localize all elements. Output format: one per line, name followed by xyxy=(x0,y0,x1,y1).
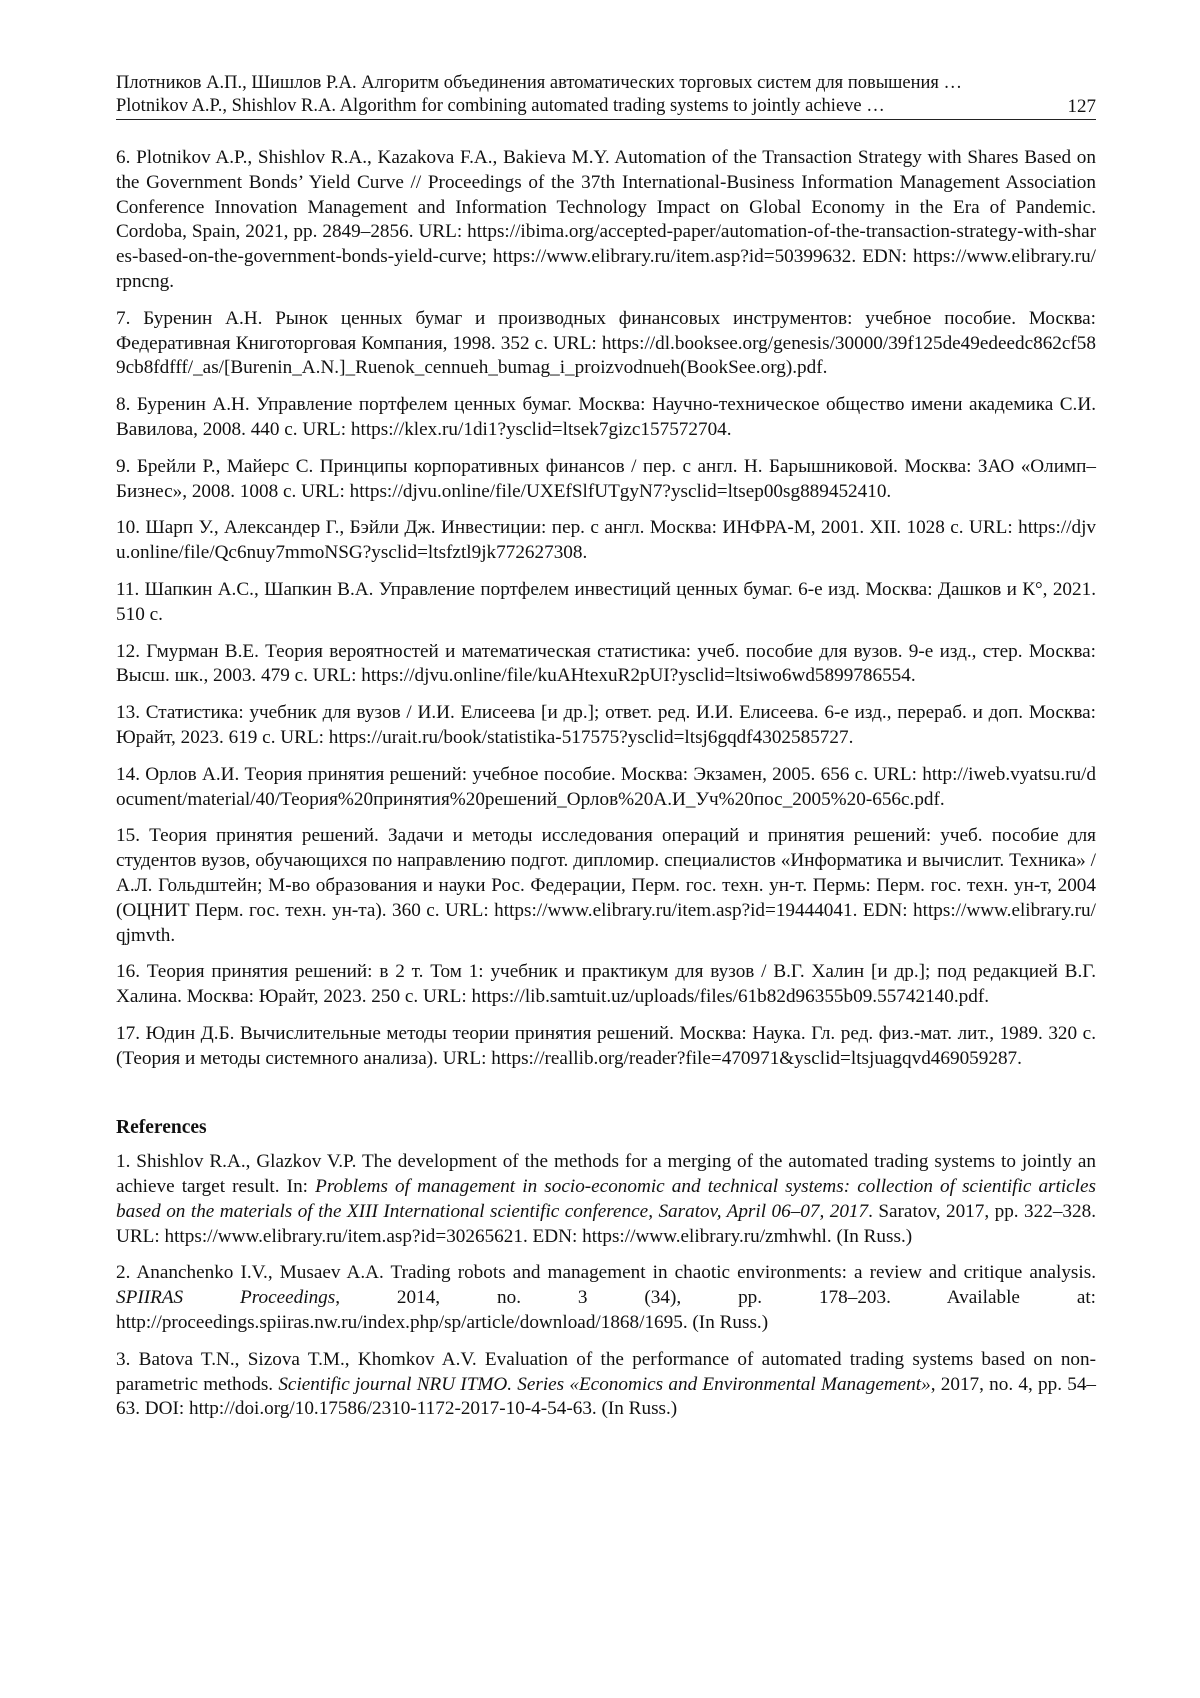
reference-text: 12. Гмурман В.Е. Теория вероятностей и математическая статистика: учеб. пособие для вузов. 9-е изд., стер. Москва: Высш. шк., 2003. 479 с. URL: xyxy=(116,640,1096,687)
reference-text: 15. Теория принятия решений. Задачи и методы исследования операций и принятия решений: учеб. пособие для студентов вузов, обучающихся по направлению подгот. дипломир. специалистов «Информатика и вычислит. Техника» / А.Л. Гольдштейн; М-во образования и науки Рос. Федерации, Перм. гос. техн. ун-т. Пермь: Перм. гос. техн. ун-т, 2004 (ОЦНИТ Перм. гос. техн. ун-та). 360 с. URL: xyxy=(116,825,1096,921)
reference-text: 6. Plotnikov A.P., Shishlov R.A., Kazakova F.A., Bakieva M.Y. Automation of the Transaction Strategy with Shares Based on the Government Bonds’ Yield Curve // Proceedings of the 37th International-Business Information Management Association Conference Innovation Management and Information Technology Impact on Global Economy in the Era of Pandemic. Cordoba, Spain, 2021, pp. 2849–2856. URL: xyxy=(116,147,1096,243)
reference-item xyxy=(116,1022,1096,1072)
reference-item xyxy=(116,1150,1096,1249)
reference-url: https://ibima.org/accepted-paper/automation-of-the-transaction-strategy-with-shares-based-on-the-government-bonds-yield-curve; https://www.elibrary.ru/item.asp?id=50399632. EDN: https://www.elibrary.ru/rpncng. xyxy=(116,221,1096,292)
reference-source-title: SPIIRAS Proceedings xyxy=(116,1287,336,1309)
reference-item xyxy=(116,455,1096,505)
reference-url: https://djvu.online/file/kuAHtexuR2pUI?ysclid=ltsiwo6wd5899786554. xyxy=(361,665,916,687)
reference-url: https://djvu.online/file/UXEfSlfUTgyN7?ysclid=ltsep00sg889452410. xyxy=(349,480,892,502)
reference-details: . Saratov, 2017, pp. 322–328. URL: https://www.elibrary.ru/item.asp?id=30265621. EDN: https://www.elibrary.ru/zmhwhl. (In Russ.) xyxy=(116,1200,1096,1247)
header-title-ru: Плотников А.П., Шишлов Р.А. Алгоритм объединения автоматических торговых систем для повышения … xyxy=(116,73,963,93)
reference-item xyxy=(116,640,1096,690)
reference-item xyxy=(116,960,1096,1010)
reference-list-ru xyxy=(116,146,1096,1072)
reference-item xyxy=(116,146,1096,295)
reference-url: https://klex.ru/1di1?ysclid=ltsek7gizc157572704. xyxy=(350,418,732,440)
reference-text: 17. Юдин Д.Б. Вычислительные методы теории принятия решений. Москва: Наука. Гл. ред. физ.-мат. лит., 1989. 320 с. (Теория и методы системного анализа). URL: xyxy=(116,1022,1096,1069)
reference-list-en xyxy=(116,1150,1096,1422)
reference-item xyxy=(116,763,1096,813)
reference-url: https://djvu.online/file/Qc6nuy7mmoNSG?ysclid=ltsfztl9jk772627308. xyxy=(116,517,1096,564)
reference-text: 10. Шарп У., Александер Г., Бэйли Дж. Инвестиции: пер. с англ. Москва: ИНФРА-М, 2001. XII. 1028 с. URL: xyxy=(116,517,1019,539)
reference-text: 16. Теория принятия решений: в 2 т. Том 1: учебник и практикум для вузов / В.Г. Халин [и др.]; под редакцией В.Г. Халина. Москва: Юрайт, 2023. 250 с. URL: xyxy=(116,961,1096,1008)
reference-url: http://iweb.vyatsu.ru/document/material/40/Теория%20принятия%20решений_Орлов%20А.И_Уч%20пос_2005%20-656c.pdf. xyxy=(116,763,1096,810)
reference-text: 8. Буренин А.Н. Управление портфелем ценных бумаг. Москва: Научно-техническое общество имени академика С.И. Вавилова, 2008. 440 с. URL: xyxy=(116,394,1096,440)
header-row-en xyxy=(116,95,1096,120)
reference-text: 7. Буренин А.Н. Рынок ценных бумаг и производных финансовых инструментов: учебное пособие. Москва: Федеративная Книготорговая Компания, 1998. 352 с. URL: xyxy=(116,307,1096,354)
reference-item xyxy=(116,393,1096,443)
references-heading: References xyxy=(116,1116,207,1138)
reference-item xyxy=(116,1348,1096,1422)
reference-url: https://lib.samtuit.uz/uploads/files/61b82d96355b09.55742140.pdf. xyxy=(471,986,990,1008)
reference-text: 9. Брейли Р., Майерс С. Принципы корпоративных финансов / пер. с англ. Н. Барышниковой. Москва: ЗАО «Олимп–Бизнес», 2008. 1008 с. URL: xyxy=(116,455,1096,502)
reference-text: 11. Шапкин А.С., Шапкин В.А. Управление портфелем инвестиций ценных бумаг. 6-е изд. Москва: Дашков и К°, 2021. 510 с. xyxy=(116,578,1096,625)
reference-source-title: Scientific journal NRU ITMO. Series «Economics and Environmental Management» xyxy=(278,1373,931,1395)
reference-details: , 2017, no. 4, pp. 54–63. DOI: http://doi.org/10.17586/2310-1172-2017-10-4-54-63. (In Russ.) xyxy=(116,1373,1097,1420)
reference-text: 2. Ananchenko I.V., Musaev A.A. Trading robots and management in chaotic environments: a review and critique analysis. xyxy=(116,1262,1096,1284)
reference-item xyxy=(116,578,1096,628)
reference-url: https://www.elibrary.ru/item.asp?id=19444041. EDN: https://www.elibrary.ru/qjmvth. xyxy=(116,899,1096,946)
reference-url: https://reallib.org/reader?file=470971&ysclid=ltsjuagqvd469059287. xyxy=(491,1047,1022,1069)
page-body xyxy=(116,146,1096,1434)
reference-item xyxy=(116,701,1096,751)
reference-text: 13. Статистика: учебник для вузов / И.И. Елисеева [и др.]; ответ. ред. И.И. Елисеева. 6-е изд., перераб. и доп. Москва: Юрайт, 2023. 619 с. URL: xyxy=(116,702,1096,748)
reference-item xyxy=(116,516,1096,566)
reference-url: https://urait.ru/book/statistika-517575?ysclid=ltsj6gqdf4302585727. xyxy=(328,726,854,748)
page-number: 127 xyxy=(1067,96,1096,117)
reference-text: 1. Shishlov R.A., Glazkov V.P. The development of the methods for a merging of the automated trading systems to jointly an achieve target result. In: xyxy=(116,1151,1096,1198)
reference-item xyxy=(116,1261,1096,1335)
reference-text: 14. Орлов А.И. Теория принятия решений: учебное пособие. Москва: Экзамен, 2005. 656 с. URL: xyxy=(116,763,923,785)
reference-item xyxy=(116,307,1096,381)
reference-url: https://dl.booksee.org/genesis/30000/39f125de49edeedc862cf589cb8fdfff/_as/[Burenin_A.N.]_Ruenok_cennueh_bumag_i_proizvodnueh(BookSee.org).pdf. xyxy=(116,332,1096,379)
reference-text: 3. Batova T.N., Sizova T.M., Khomkov A.V. Evaluation of the performance of automated trading systems based on non-parametric methods. xyxy=(116,1348,1096,1395)
reference-details: , 2014, no. 3 (34), pp. 178–203. Available at: http://proceedings.spiiras.nw.ru/index.php/sp/article/download/1868/1695. (In Russ.) xyxy=(116,1287,1096,1334)
reference-source-title: Problems of management in socio-economic and technical systems: collection of scientific articles based on the materials of the XIII International scientific conference, Saratov, April 06–07, 2017 xyxy=(116,1176,1096,1222)
reference-item xyxy=(116,824,1096,948)
running-header xyxy=(116,72,1096,120)
header-title-en: Plotnikov A.P., Shishlov R.A. Algorithm for combining automated trading systems to jointly achieve … xyxy=(116,96,885,116)
